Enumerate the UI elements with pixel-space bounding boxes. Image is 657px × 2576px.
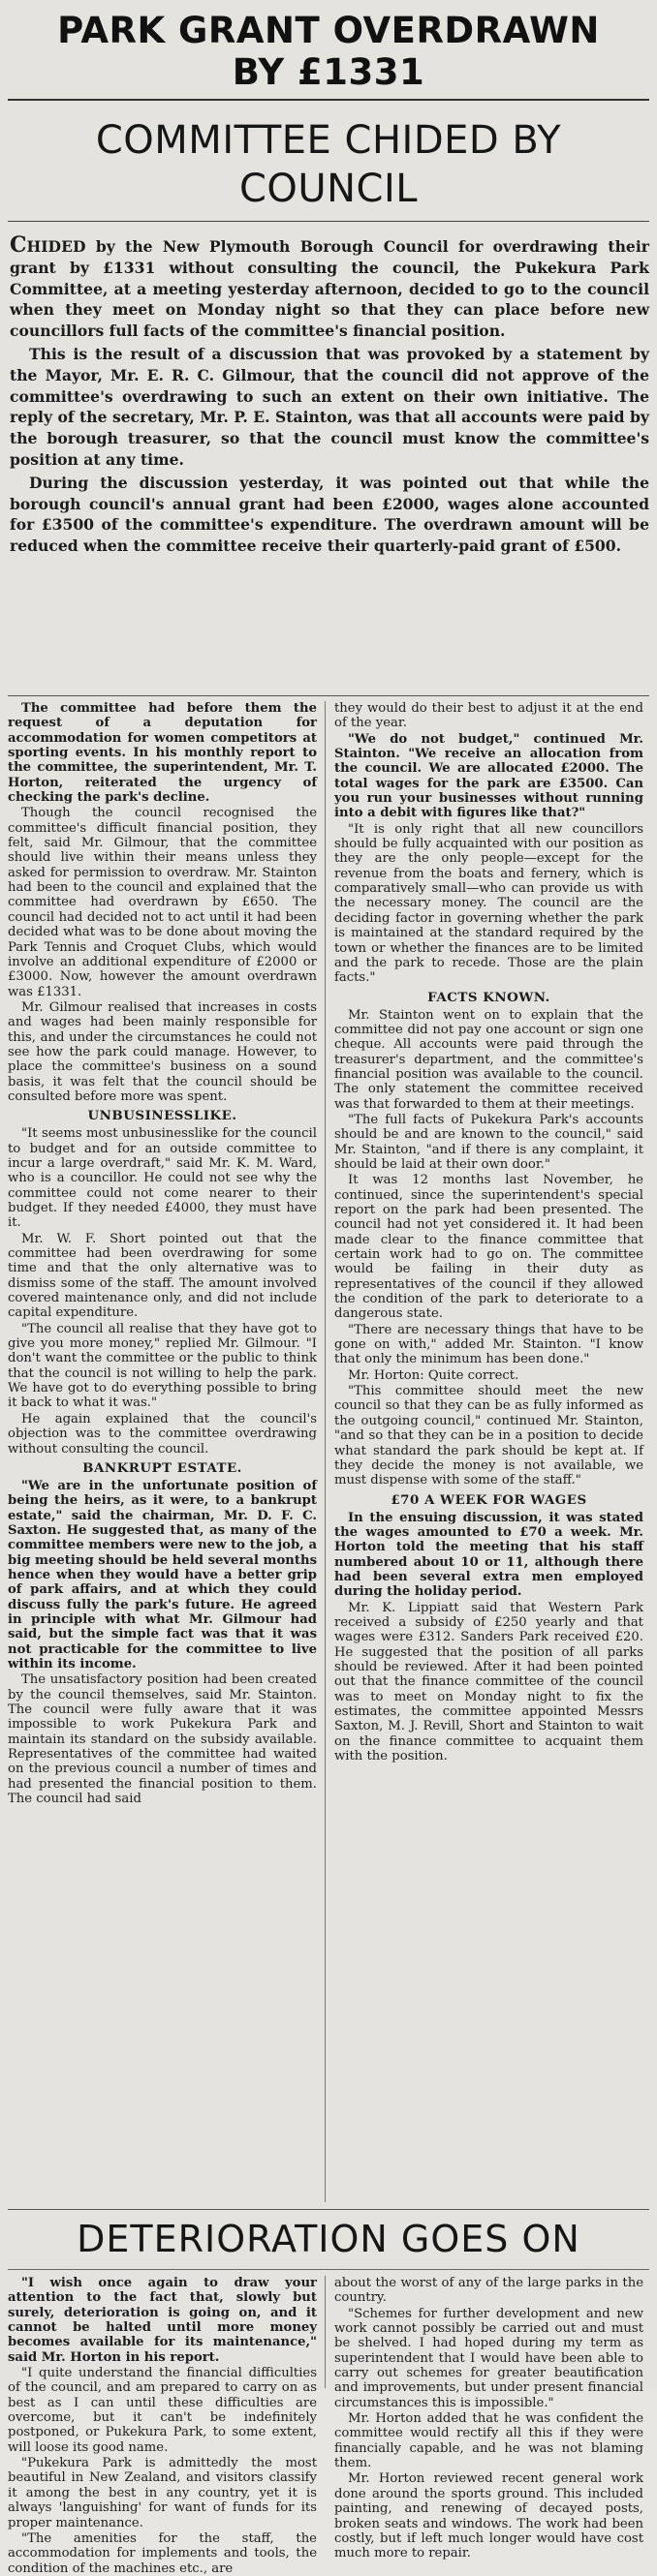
left-paragraph: The committee had before them the request of a deputation for accommodation for women competitors at sporting events. In his monthly report to the committee, the superintendent, Mr. T. Horton, reiterated the urgency of checking the park's decline.	[8, 701, 317, 806]
column-divider	[325, 701, 326, 2202]
left-paragraph: "The council all realise that they have got to give you more money," replied Mr. Gilmour. "I don't want the committee or the public to think that the council is not willing to help the park. We have got to do everything possible to bring it back to what it was."	[8, 1321, 317, 1411]
right-paragraph: Mr. Stainton went on to explain that the committee did not pay one account or sign one cheque. All accounts were paid through the treasurer's department, and the committee's financial position was available to the council. The only statement the committee received was that forwarded to them at their meetings.	[334, 1007, 643, 1112]
sub-headline-line2: COUNCIL	[238, 167, 419, 211]
sub-headline-line1: COMMITTEE CHIDED BY	[95, 118, 562, 163]
bottom-right-paragraph: Mr. Horton added that he was confident the committee would rectify all this if they were financially capable, and he was not blaming them.	[334, 2411, 643, 2471]
left-paragraph: He again explained that the council's objection was to the committee overdrawing without consulting the council.	[8, 1411, 317, 1457]
bottom-left-paragraph: "The amenities for the staff, the accommodation for implements and tools, the condition of the machines etc., are	[8, 2530, 317, 2576]
left-paragraph: "We are in the unfortunate position of being the heirs, as it were, to a bankrupt estate," said the chairman, Mr. D. F. C. Saxton. He suggested that, as many of the committee members were new to the job, a big meeting should be held several months hence when they would have a better grip of park affairs, and at which they could discuss fully the park's future. He agreed in principle with what Mr. Gilmour had said, but the simple fact was that it was not practicable for the committee to live within its income.	[8, 1478, 317, 1671]
bottom-right-column	[334, 2276, 643, 2561]
left-paragraph: Mr. Gilmour realised that increases in costs and wages had been mainly responsible for this, and under the circumstances he could not see how the park could manage. However, to place the committee's business on a sound basis, it was felt that the council should be consulted before more was spent.	[8, 999, 317, 1104]
right-paragraph: "There are necessary things that have to be gone on with," added Mr. Stainton. "I know that only the minimum has been done."	[334, 1322, 643, 1367]
left-paragraph: "It seems most unbusinesslike for the council to budget and for an outside committee to incur a large overdraft," said Mr. K. M. Ward, who is a councillor. He could not see why the committee could not come nearer to their budget. If they needed £4000, they must have it.	[8, 1126, 317, 1231]
drop-cap: C	[10, 232, 27, 258]
right-paragraph: "We do not budget," continued Mr. Stainton. "We receive an allocation from the council. We are allocated £2000. The total wages for the park are £3500. Can you run your businesses without running into a debit with figures like that?"	[334, 731, 643, 821]
right-paragraph: "It is only right that all new councillors should be fully acquainted with our position as they are the only people—except for the revenue from the boats and fernery, which is comparatively small—who can provide us with the necessary money. The council are the deciding factor in governing whether the park is maintained at the standard required by the town or whether the finances are to be limited and the park to recede. Those are the plain facts."	[334, 821, 643, 986]
left-column	[8, 701, 317, 2202]
bottom-left-column	[8, 2276, 317, 2576]
bottom-right-paragraph: "Schemes for further development and new work cannot possibly be carried out and must be shelved. I had hoped during my term as superintendent that I would have been able to carry out schemes for greater beautification and improvements, but under present financial circumstances this is impossible."	[334, 2306, 643, 2410]
lead-paragraphs	[0, 222, 657, 557]
lead-rule	[8, 695, 649, 696]
main-headline	[0, 0, 657, 93]
right-paragraph: Mr. K. Lippiatt said that Western Park received a subsidy of £250 yearly and that wages were £312. Sanders Park received £20. He suggested that the position of all parks should be reviewed. After it had been pointed out that the finance committee of the council was to meet on Monday night to fix the estimates, the committee appointed Messrs Saxton, M. J. Revill, Short and Stainton to wait on the finance committee to acquaint them with the position.	[334, 1600, 643, 1764]
right-paragraph: Mr. Horton: Quite correct.	[348, 1367, 519, 1383]
sub-headline	[0, 101, 657, 213]
section-rule	[8, 2209, 649, 2210]
subheading-facts-known: FACTS KNOWN.	[427, 989, 550, 1005]
left-paragraph: Mr. W. F. Short pointed out that the committee had been overdrawing for some time and that the only alternative was to dismiss some of the staff. The amount involved covered maintenance only, and did not include capital expenditure.	[8, 1231, 317, 1321]
subheading-bankrupt-estate: BANKRUPT ESTATE.	[82, 1459, 242, 1476]
right-paragraph: "The full facts of Pukekura Park's accounts should be and are known to the council," said Mr. Stainton, "and if there is any complaint, it should be laid at their own door."	[334, 1112, 643, 1172]
main-headline-line2: BY £1331	[232, 51, 425, 93]
right-paragraph: "This committee should meet the new council so that they can be as fully informed as the outgoing council," continued Mr. Stainton, "and so that they can be in a position to decide what standard the park should be kept at. If they decide the money is not available, we must dispense with some of the staff."	[334, 1384, 643, 1488]
lead-paragraph-1	[10, 232, 649, 342]
bottom-right-paragraph: Mr. Horton reviewed recent general work done around the sports ground. This included painting, and renewing of decayed posts, broken seats and windows. The work had been costly, but if left much longer would have cost much more to repair.	[334, 2471, 643, 2561]
bottom-left-paragraph: "Pukekura Park is admittedly the most beautiful in New Zealand, and visitors classify it among the best in any country, yet it is always 'languishing' for want of funds for its proper maintenance.	[8, 2456, 317, 2530]
right-paragraph: they would do their best to adjust it at the end of the year.	[334, 701, 643, 731]
bottom-column-divider	[325, 2276, 326, 2388]
lead-paragraph-3: During the discussion yesterday, it was pointed out that while the borough council's annual grant had been £2000, wages alone accounted for £3500 of the committee's expenditure. The overdrawn amount will be reduced when the committee receive their quarterly-paid grant of £500.	[10, 473, 649, 556]
left-paragraph: Though the council recognised the committee's difficult financial position, they felt, said Mr. Gilmour, that the committee should live within their means unless they asked for permission to overdraw. Mr. Stainton had been to the council and explained that the committee had overdrawn by £650. The council had decided not to act until it had been decided what was to be done about moving the Park Tennis and Croquet Clubs, which would involve an additional expenditure of £2000 or £3000. Now, however the amount overdrawn was £1331.	[8, 806, 317, 999]
subheading-wages: £70 A WEEK FOR WAGES	[391, 1491, 587, 1508]
right-paragraph: In the ensuing discussion, it was stated the wages amounted to £70 a week. Mr. Horton told the meeting that his staff numbered about 10 or 11, although there had been several extra men employed during the holiday period.	[334, 1510, 643, 1600]
right-column	[334, 701, 643, 2202]
bottom-right-paragraph: about the worst of any of the large parks in the country.	[334, 2276, 643, 2306]
section-headline-rule	[8, 2269, 649, 2270]
lead-paragraph-1-text: HIDED by the New Plymouth Borough Council for overdrawing their grant by £1331 without consulting the council, the Pukekura Park Committee, at a meeting yesterday afternoon, decided to go to the council when they meet on Monday night so that they can place before new councillors full facts of the committee's financial position.	[10, 237, 649, 341]
section-headline: DETERIORATION GOES ON	[77, 2218, 580, 2260]
lead-paragraph-2: This is the result of a discussion that was provoked by a statement by the Mayor, Mr. E. R. C. Gilmour, that the council did not approve of the committee's overdrawing to such an extent on their own initiative. The reply of the secretary, Mr. P. E. Stainton, was that all accounts were paid by the borough treasurer, so that the council must know the committee's position at any time.	[10, 344, 649, 469]
subheading-unbusinesslike: UNBUSINESSLIKE.	[87, 1108, 237, 1124]
bottom-left-paragraph: "I quite understand the financial difficulties of the council, and am prepared to carry on as best as I can until these difficulties are overcome, but it can't be indefinitely postponed, or Pukekura Park, to some extent, will loose its good name.	[8, 2366, 317, 2455]
bottom-left-paragraph: "I wish once again to draw your attention to the fact that, slowly but surely, deterioration is going on, and it cannot be halted until more money becomes available for its maintenance," said Mr. Horton in his report.	[8, 2276, 317, 2365]
right-paragraph: It was 12 months last November, he continued, since the superintendent's special report on the park had been presented. The council had not yet considered it. It had been made clear to the finance committee that certain work had to go on. The committee would be failing in their duty as representatives of the council if they allowed the condition of the park to deteriorate to a dangerous state.	[334, 1173, 643, 1322]
left-paragraph: The unsatisfactory position had been created by the council themselves, said Mr. Stainton. The council were fully aware that it was impossible to work Pukekura Park and maintain its standard on the subsidy available. Representatives of the committee had waited on the previous council a number of times and had presented the financial position to them. The council had said	[8, 1672, 317, 1807]
main-headline-line1: PARK GRANT OVERDRAWN	[57, 10, 600, 51]
